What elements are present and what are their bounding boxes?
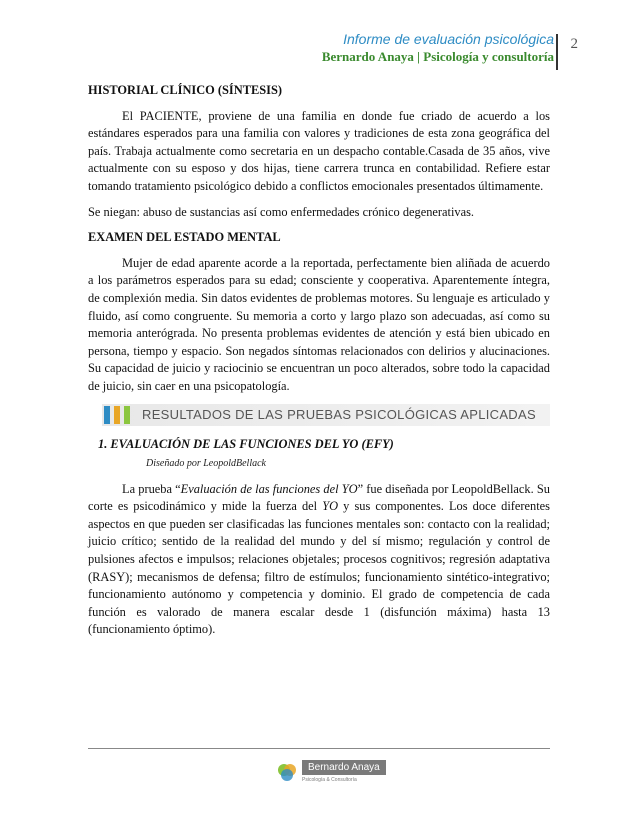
efy-paragraph <box>88 481 550 639</box>
historial-negations: Se niegan: abuso de sustancias así como enfermedades crónico degenerativas. <box>88 204 475 219</box>
efy-caption: Diseñado por LeopoldBellack <box>146 458 266 470</box>
footer-logo <box>276 760 386 783</box>
examen-title: EXAMEN DEL ESTADO MENTAL <box>88 230 281 245</box>
banner-bar-orange <box>114 406 120 424</box>
page-header <box>322 30 554 66</box>
banner-bar-blue <box>104 406 110 424</box>
report-title: Informe de evaluación psicológica <box>343 31 554 47</box>
header-divider <box>556 34 558 70</box>
logo-tagline: Psicología & Consultoría <box>302 777 357 783</box>
efy-text-a: La prueba “ <box>122 481 181 496</box>
brain-logo-icon <box>276 761 298 783</box>
footer-divider <box>88 748 550 749</box>
historial-paragraph: El PACIENTE, proviene de una familia en donde fue criado de acuerdo a los estándares esperados para una familia con valores y tradiciones de esta zona geográfica del país. Trabaja actualmente como secretaria en un despacho contable.Casada de 35 años, vive actualmente con su esposo y dos hijas, tiene carrera trunca en contabilidad. Refiere estar tomando tratamiento psicológico debido a conflictos emocionales presentados últimamente. <box>88 108 550 193</box>
efy-yo: YO <box>322 499 339 514</box>
banner-bar-green <box>124 406 130 424</box>
efy-heading: 1. EVALUACIÓN DE LAS FUNCIONES DEL YO (EFY) <box>98 436 394 451</box>
document-body <box>88 82 550 647</box>
examen-paragraph: Mujer de edad aparente acorde a la reportada, perfectamente bien aliñada de acuerdo a los parámetros esperados para su edad; consciente y cooperativa. Aparentemente íntegra, de complexión media. Sin datos evidentes de problemas motores. Su lenguaje es articulado y fluido, así como congruente. Su memoria a corto y largo plazo son adecuadas, así como su memoria anterógrada. No presenta problemas evidentes de atención y está bien ubicado en persona, tiempo y espacio. Son negados síntomas relacionados con delirios y alucinaciones. Su capacidad de juicio y raciocinio se encuentran un poco alterados, sobre todo la capacidad de juicio, sin caer en una psicopatología. <box>88 255 550 393</box>
results-banner <box>102 404 550 426</box>
banner-color-bars <box>102 406 130 424</box>
page-number: 2 <box>570 36 578 52</box>
results-banner-text: RESULTADOS DE LAS PRUEBAS PSICOLÓGICAS APLICADAS <box>142 406 536 422</box>
logo-name: Bernardo Anaya <box>302 760 386 775</box>
historial-title: HISTORIAL CLÍNICO (SÍNTESIS) <box>88 83 282 97</box>
efy-test-name: Evaluación de las funciones del YO <box>180 481 358 496</box>
report-subtitle: Bernardo Anaya | Psicología y consultoría <box>321 49 554 64</box>
efy-text-c: y sus componentes. Los doce diferentes aspectos en que pueden ser clasificadas las funciones mentales son: contacto con la realidad; juicio crítico; sentido de la realidad del mundo y del sí mismo; regulación y control de pulsiones afectos e impulsos; relaciones objetales; procesos cognitivos; regresión adaptativa (RASY); mecanismos de defensa; filtro de estímulos; funcionamiento sintético-integrativo; funcionamiento autónomo y competencia y dominio. El grado de competencia de cada función es valorado de manera escalar desde 1 (disfunción máxima) hasta 13 (funcionamiento óptimo). <box>88 499 550 637</box>
efy-text-b: ” fue diseñada por LeopoldBellack. Su corte es psicodinámico y mide la fuerza del <box>88 481 550 514</box>
